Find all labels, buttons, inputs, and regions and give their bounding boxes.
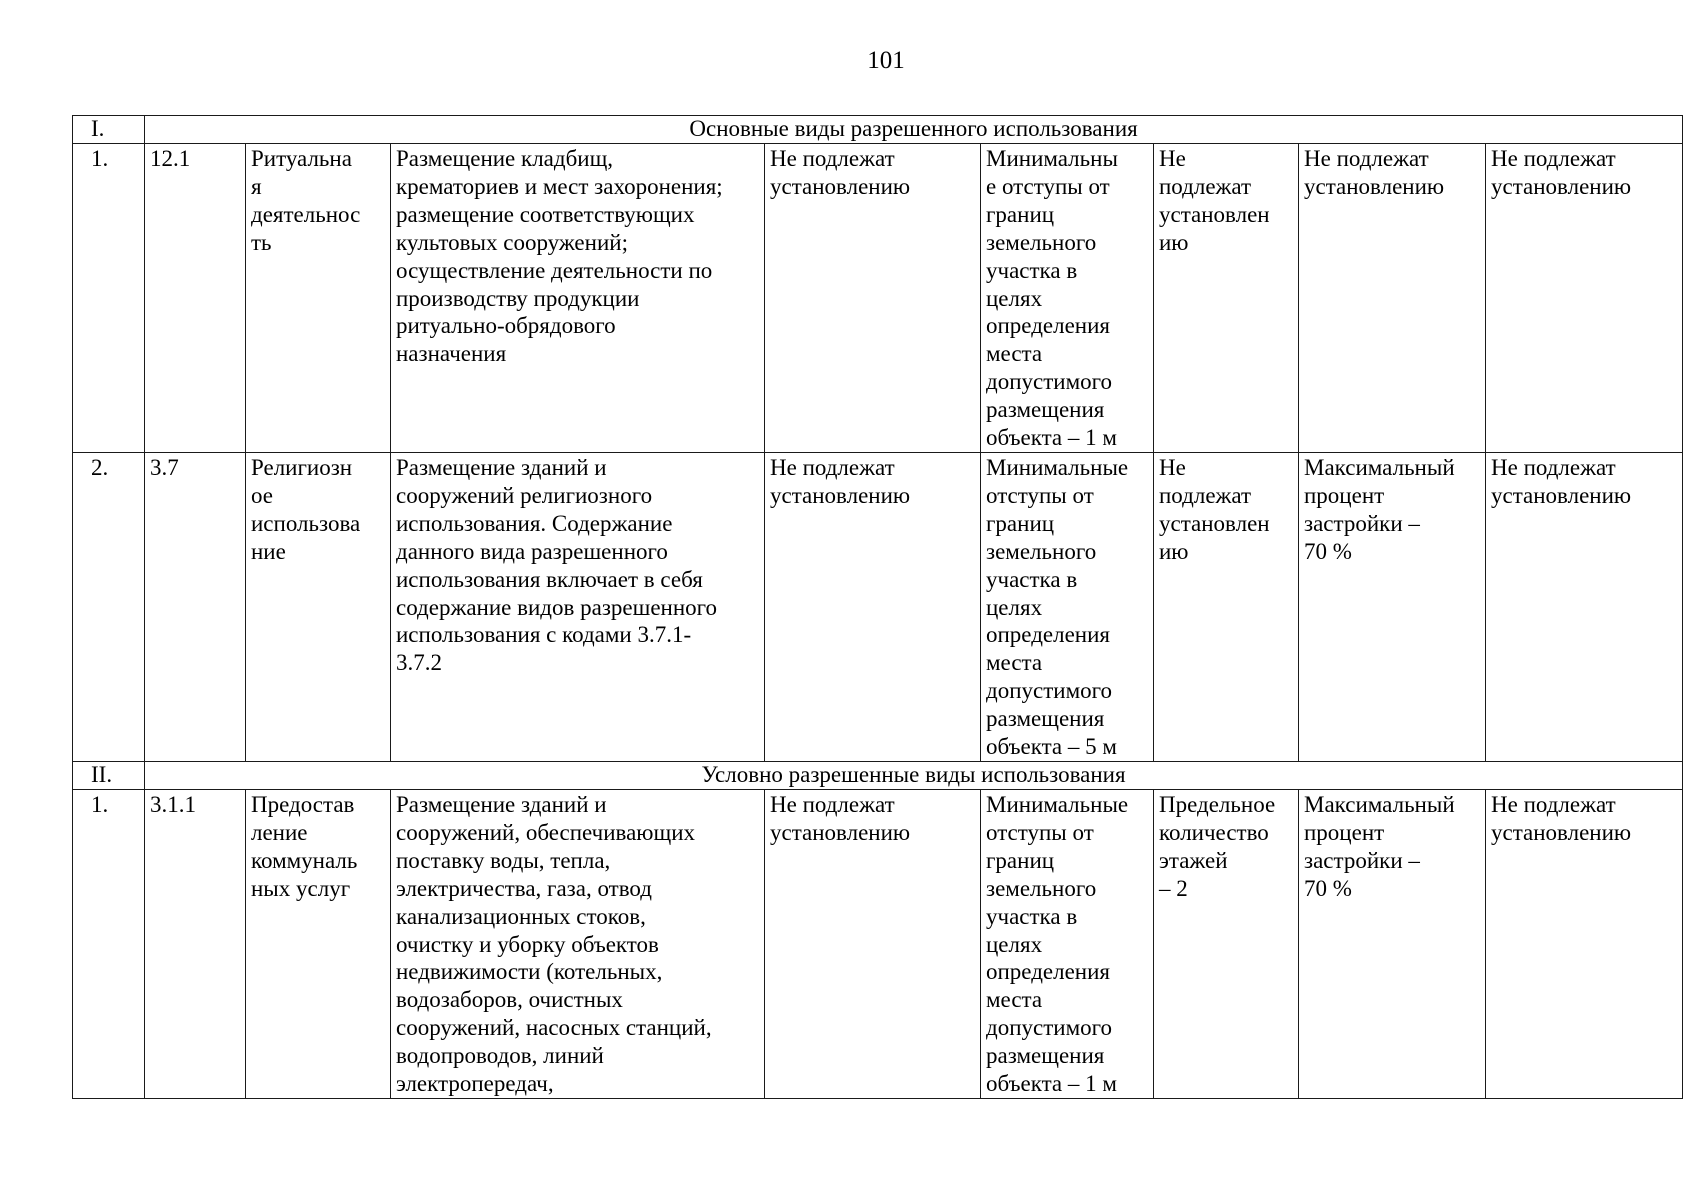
section-number: I. — [73, 116, 145, 144]
use-description: Размещение зданий и сооружений религиозного использования. Содержание данного вида разрешенного использования включает в себя содержание видов разрешенного использования с кодами 3.7.1- 3.7.2 — [391, 453, 765, 762]
use-code: 12.1 — [145, 144, 246, 453]
cell-floors: Не подлежат установлен ию — [1154, 144, 1299, 453]
row-number: 1. — [73, 790, 145, 1099]
table-row — [73, 144, 1683, 453]
row-number: 1. — [73, 144, 145, 453]
table-row — [73, 790, 1683, 1099]
cell-setbacks: Минимальные отступы от границ земельного участка в целях определения места допустимого размещения объекта – 1 м — [981, 790, 1154, 1099]
section-title: Условно разрешенные виды использования — [145, 762, 1683, 790]
cell-col9: Не подлежат установлению — [1486, 453, 1683, 762]
cell-col9: Не подлежат установлению — [1486, 790, 1683, 1099]
cell-coverage: Не подлежат установлению — [1299, 144, 1486, 453]
cell-coverage: Максимальный процент застройки – 70 % — [1299, 453, 1486, 762]
cell-floors: Предельное количество этажей – 2 — [1154, 790, 1299, 1099]
page-number: 101 — [867, 47, 905, 74]
use-description: Размещение кладбищ, крематориев и мест захоронения; размещение соответствующих культовых сооружений; осуществление деятельности по производству продукции ритуально-обрядового назначения — [391, 144, 765, 453]
cell-col9: Не подлежат установлению — [1486, 144, 1683, 453]
use-code: 3.1.1 — [145, 790, 246, 1099]
cell-col5: Не подлежат установлению — [765, 790, 981, 1099]
cell-col5: Не подлежат установлению — [765, 144, 981, 453]
cell-col5: Не подлежат установлению — [765, 453, 981, 762]
use-name: Ритуальна я деятельнос ть — [246, 144, 391, 453]
cell-coverage: Максимальный процент застройки – 70 % — [1299, 790, 1486, 1099]
use-code: 3.7 — [145, 453, 246, 762]
section-title: Основные виды разрешенного использования — [145, 116, 1683, 144]
cell-floors: Не подлежат установлен ию — [1154, 453, 1299, 762]
use-name: Предостав ление коммуналь ных услуг — [246, 790, 391, 1099]
cell-setbacks: Минимальны е отступы от границ земельного участка в целях определения места допустимого размещения объекта – 1 м — [981, 144, 1154, 453]
row-number: 2. — [73, 453, 145, 762]
section-header-row — [73, 762, 1683, 790]
land-use-table — [72, 115, 1683, 1099]
use-name: Религиозн ое использова ние — [246, 453, 391, 762]
cell-setbacks: Минимальные отступы от границ земельного участка в целях определения места допустимого размещения объекта – 5 м — [981, 453, 1154, 762]
section-number: II. — [73, 762, 145, 790]
section-header-row — [73, 116, 1683, 144]
table-row — [73, 453, 1683, 762]
use-description: Размещение зданий и сооружений, обеспечивающих поставку воды, тепла, электричества, газа, отвод канализационных стоков, очистку и уборку объектов недвижимости (котельных, водозаборов, очистных сооружений, насосных станций, водопроводов, линий электропередач, — [391, 790, 765, 1099]
